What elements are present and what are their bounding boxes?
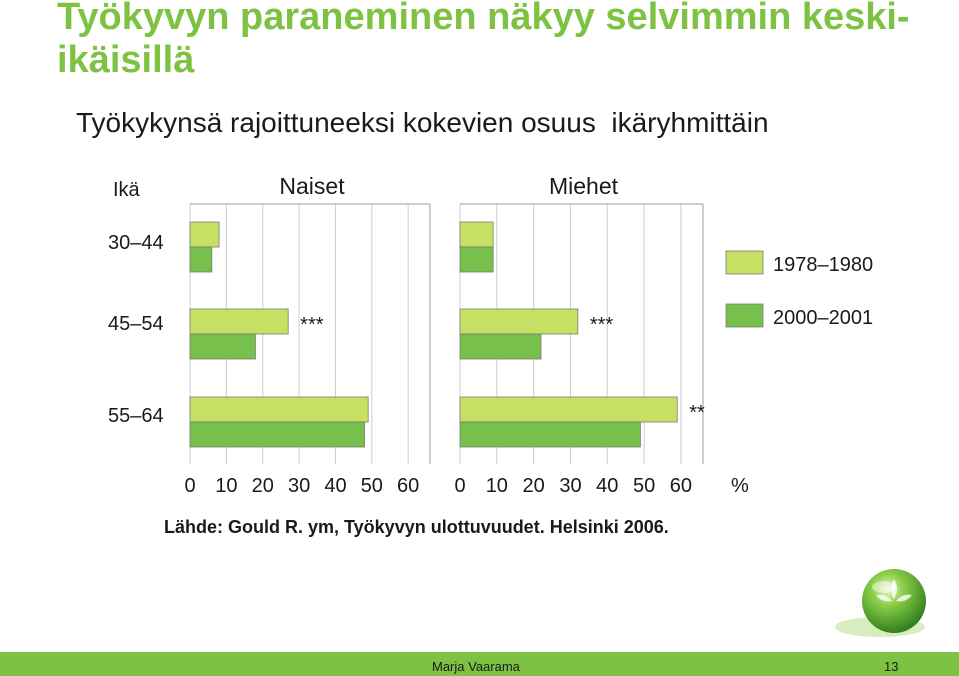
- x-tick-label: 60: [669, 475, 693, 497]
- bar: [190, 397, 368, 422]
- significance-marker: **: [689, 402, 705, 424]
- slide-title: Työkyvyn paraneminen näkyy selvimmin keski-ikäisillä: [57, 0, 910, 81]
- x-tick-label: 30: [287, 475, 311, 497]
- footer-author: Marja Vaarama: [432, 659, 520, 674]
- x-tick-label: 40: [324, 475, 347, 497]
- significance-marker: ***: [589, 314, 614, 336]
- bar: [190, 247, 212, 272]
- page-number: 13: [884, 659, 899, 674]
- x-tick-label: 50: [360, 475, 383, 497]
- footer-bar: [0, 652, 959, 676]
- bar: [460, 397, 677, 422]
- legend-swatch: [726, 251, 763, 274]
- x-tick-label: 20: [522, 475, 545, 497]
- bar: [190, 309, 288, 334]
- x-tick-label: 30: [559, 475, 582, 497]
- globe-logo-icon: [832, 565, 932, 645]
- x-tick-label: 0: [454, 475, 466, 497]
- category-label: 55–64: [108, 405, 164, 427]
- significance-marker: ***: [300, 314, 324, 336]
- y-axis-label: Ikä: [113, 179, 140, 201]
- source-citation: Lähde: Gould R. ym, Työkyvyn ulottuvuudet. Helsinki 2006.: [164, 517, 669, 537]
- x-tick-label: 50: [632, 475, 656, 497]
- panel-title: Naiset: [279, 173, 345, 199]
- bar: [190, 334, 255, 359]
- bar: [460, 334, 541, 359]
- legend-label: 1978–1980: [773, 254, 874, 276]
- bar: [190, 422, 365, 447]
- x-tick-label: 0: [184, 475, 196, 497]
- x-tick-label: 60: [397, 475, 420, 497]
- bar: [460, 222, 493, 247]
- bar: [190, 222, 219, 247]
- bar: [460, 422, 640, 447]
- panel-title: Miehet: [548, 173, 619, 199]
- legend-swatch: [726, 304, 763, 327]
- x-unit-label: %: [731, 475, 749, 497]
- bar: [460, 309, 578, 334]
- legend-label: 2000–2001: [773, 307, 874, 329]
- x-tick-label: 20: [251, 475, 274, 497]
- chart-subtitle: Työkykynsä rajoittuneeksi kokevien osuus ikäryhmittäin: [76, 107, 769, 138]
- category-label: 30–44: [108, 232, 164, 254]
- x-tick-label: 40: [596, 475, 619, 497]
- x-tick-label: 10: [485, 475, 508, 497]
- x-tick-label: 10: [215, 475, 238, 497]
- category-label: 45–54: [108, 313, 164, 335]
- bar: [460, 247, 493, 272]
